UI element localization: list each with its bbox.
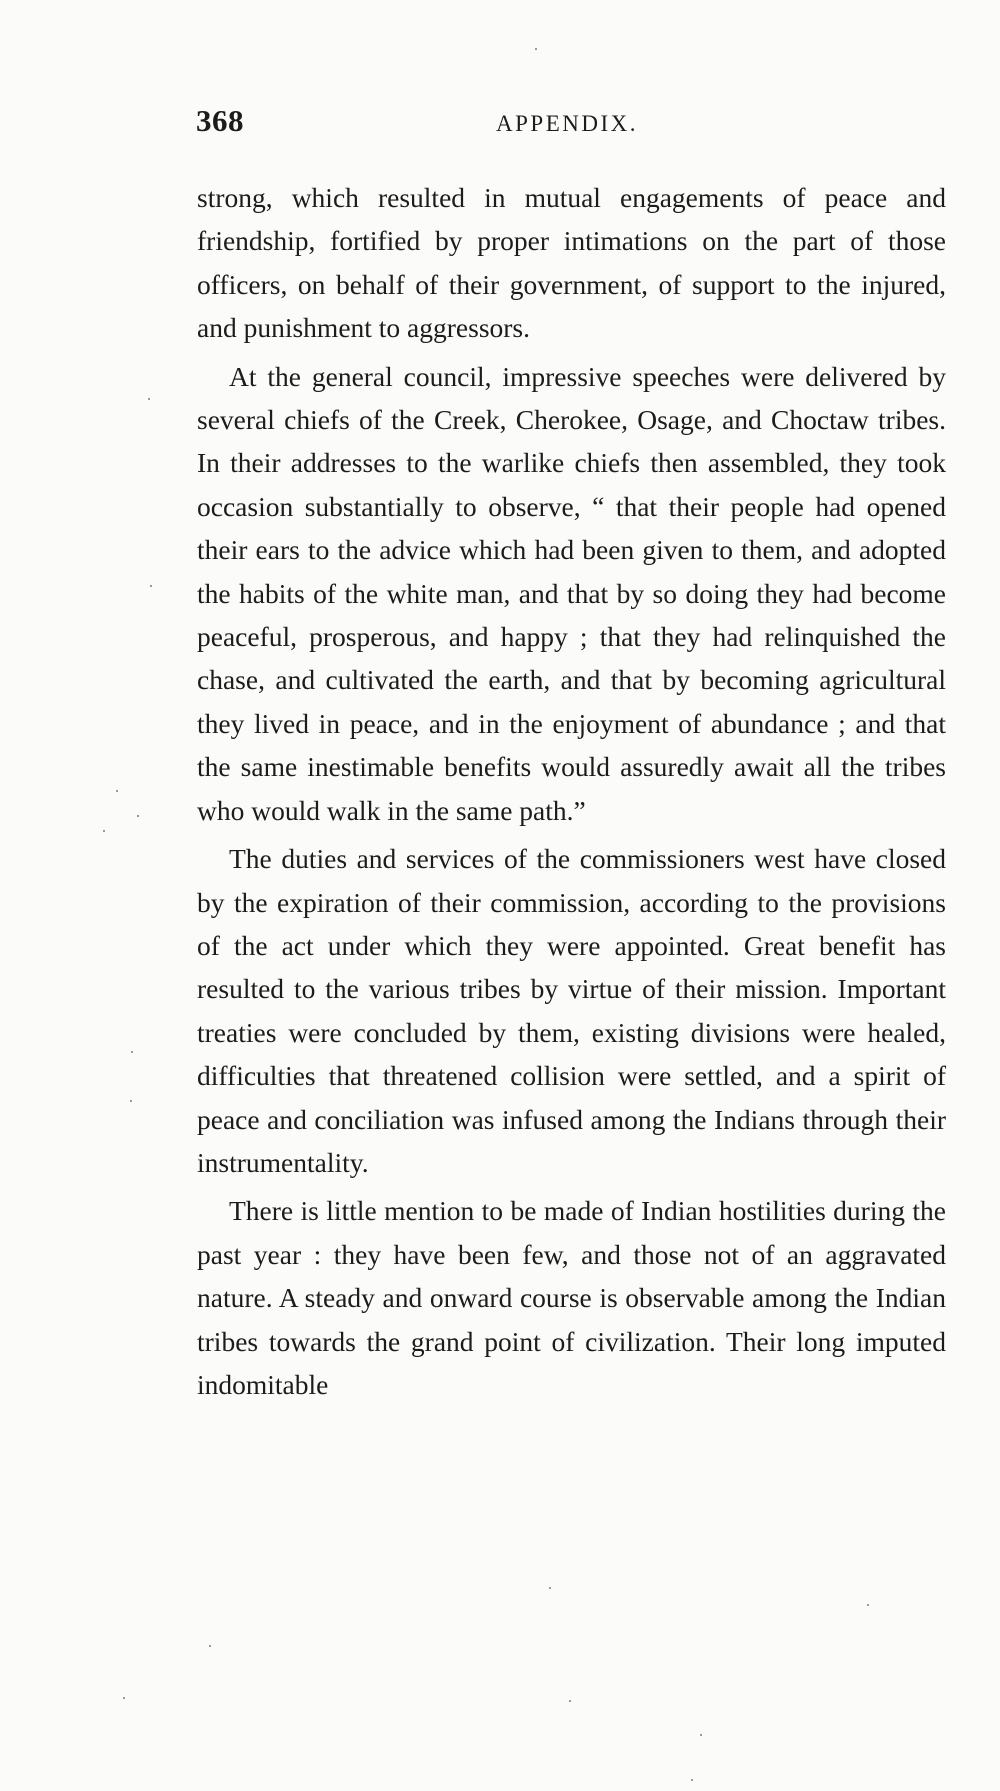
paragraph-2: At the general council, impressive speeches were delivered by several chiefs of the Creek, Cherokee, Osage, and Choctaw tribes. In their addresses to the warlike chiefs then assembled, they took occasion substantially to observe, “ that their people had opened their ears to the advice which had been given to them, and adopted the habits of the white man, and that by so doing they had become peaceful, prosperous, and happy ; that they had relinquished the chase, and cultivated the earth, and that by becoming agricultural they lived in peace, and in the enjoyment of abundance ; and that the same inestimable benefits would assuredly await all the tribes who would walk in the same path.” bbox=[197, 360, 946, 826]
paper-speck bbox=[569, 1700, 571, 1702]
paragraph-4: There is little mention to be made of Indian hostilities during the past year : they have been few, and those not of an aggravated nature. A steady and onward course is observable among the Indian tribes towards the grand point of civilization. Their long imputed indomitable bbox=[197, 1195, 946, 1400]
paper-speck bbox=[535, 48, 537, 50]
paper-speck bbox=[150, 585, 152, 587]
paper-speck bbox=[131, 1051, 133, 1053]
paper-speck bbox=[116, 790, 118, 792]
paper-speck bbox=[691, 1779, 693, 1781]
page-header bbox=[196, 103, 944, 143]
paragraph-1: strong, which resulted in mutual engagements of peace and friendship, fortified by proper intimations on the part of those officers, on behalf of their government, of support to the injured, and punishment to aggressors. bbox=[197, 182, 946, 344]
paper-speck bbox=[209, 1645, 211, 1647]
paragraph-3: The duties and services of the commissioners west have closed by the expiration of their commission, according to the provisions of the act under which they were appointed. Great benefit has resulted to the various tribes by virtue of their mission. Important treaties were concluded by them, existing divisions were healed, difficulties that threatened collision were settled, and a spirit of peace and conciliation was infused among the Indians through their instrumentality. bbox=[197, 843, 946, 1178]
paper-speck bbox=[148, 398, 150, 400]
paper-speck bbox=[123, 1697, 125, 1699]
paper-speck bbox=[700, 1734, 702, 1736]
page-number: 368 bbox=[196, 103, 244, 138]
paper-speck bbox=[103, 830, 105, 832]
paper-speck bbox=[137, 815, 139, 817]
paper-speck bbox=[549, 1587, 551, 1589]
running-head: APPENDIX. bbox=[496, 111, 638, 136]
paper-speck bbox=[867, 1604, 869, 1606]
body-text bbox=[197, 176, 946, 1406]
paper-speck bbox=[130, 1100, 132, 1102]
